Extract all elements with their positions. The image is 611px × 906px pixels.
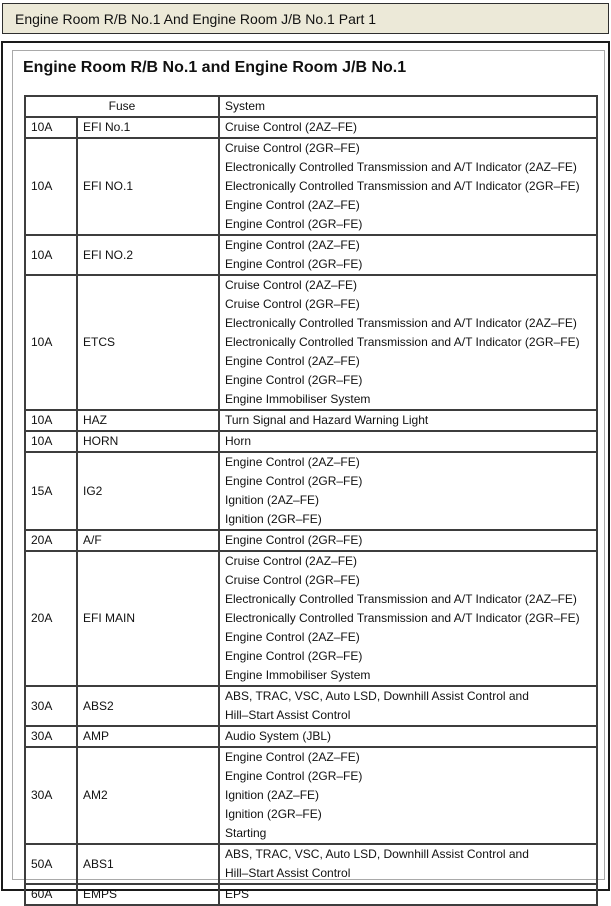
fuse-name: EFI No.1 (77, 117, 219, 138)
system-line: ABS, TRAC, VSC, Auto LSD, Downhill Assist Control and (225, 845, 596, 864)
fuse-amperage: 10A (25, 410, 77, 431)
fuse-name: EMPS (77, 884, 219, 905)
fuse-systems (219, 235, 597, 275)
fuse-amperage: 30A (25, 686, 77, 726)
system-line: Engine Control (2GR–FE) (225, 371, 596, 390)
system-line: Engine Immobiliser System (225, 666, 596, 685)
system-line: Electronically Controlled Transmission and A/T Indicator (2AZ–FE) (225, 158, 596, 177)
fuse-amperage: 10A (25, 275, 77, 410)
fuse-amperage: 10A (25, 117, 77, 138)
fuse-name: ABS1 (77, 844, 219, 884)
fuse-amperage: 30A (25, 747, 77, 844)
column-header-fuse: Fuse (25, 96, 219, 117)
fuse-amperage: 30A (25, 726, 77, 747)
table-row (25, 275, 597, 410)
table-row (25, 138, 597, 235)
system-line: Electronically Controlled Transmission and A/T Indicator (2GR–FE) (225, 177, 596, 196)
fuse-name: IG2 (77, 452, 219, 530)
table-row (25, 686, 597, 726)
system-line: ABS, TRAC, VSC, Auto LSD, Downhill Assist Control and (225, 687, 596, 706)
system-line: Ignition (2GR–FE) (225, 805, 596, 824)
system-line: Electronically Controlled Transmission and A/T Indicator (2GR–FE) (225, 333, 596, 352)
table-row (25, 726, 597, 747)
system-line: Cruise Control (2AZ–FE) (225, 276, 596, 295)
fuse-systems (219, 551, 597, 686)
fuse-amperage: 60A (25, 884, 77, 905)
system-line: Electronically Controlled Transmission and A/T Indicator (2GR–FE) (225, 609, 596, 628)
document-frame (12, 50, 605, 880)
table-row (25, 117, 597, 138)
system-line: Ignition (2AZ–FE) (225, 491, 596, 510)
table-row (25, 452, 597, 530)
system-line: Engine Control (2AZ–FE) (225, 236, 596, 255)
system-line: Cruise Control (2GR–FE) (225, 139, 596, 158)
fuse-name: AM2 (77, 747, 219, 844)
fuse-name: HORN (77, 431, 219, 452)
system-line: Cruise Control (2AZ–FE) (225, 552, 596, 571)
fuse-amperage: 10A (25, 431, 77, 452)
system-line: Engine Control (2AZ–FE) (225, 748, 596, 767)
system-line: Engine Control (2GR–FE) (225, 767, 596, 786)
content-panel (1, 41, 610, 891)
fuse-name: ABS2 (77, 686, 219, 726)
fuse-amperage: 20A (25, 551, 77, 686)
fuse-systems (219, 138, 597, 235)
fuse-amperage: 10A (25, 138, 77, 235)
table-row (25, 884, 597, 905)
fuse-systems (219, 530, 597, 551)
system-line: Engine Control (2AZ–FE) (225, 196, 596, 215)
fuse-systems (219, 844, 597, 884)
fuse-amperage: 50A (25, 844, 77, 884)
window-title-bar (2, 3, 609, 34)
fuse-amperage: 10A (25, 235, 77, 275)
fuse-name: AMP (77, 726, 219, 747)
table-row (25, 551, 597, 686)
fuse-amperage: 20A (25, 530, 77, 551)
fuse-systems (219, 726, 597, 747)
fuse-systems (219, 431, 597, 452)
fuse-name: HAZ (77, 410, 219, 431)
page-title: Engine Room R/B No.1 and Engine Room J/B No.1 (23, 58, 604, 78)
system-line: Engine Control (2GR–FE) (225, 647, 596, 666)
table-row (25, 431, 597, 452)
system-line: Audio System (JBL) (225, 727, 596, 746)
system-line: Electronically Controlled Transmission and A/T Indicator (2AZ–FE) (225, 314, 596, 333)
system-line: Engine Control (2GR–FE) (225, 215, 596, 234)
system-line: EPS (225, 885, 596, 904)
table-row (25, 530, 597, 551)
fuse-name: ETCS (77, 275, 219, 410)
system-line: Engine Control (2GR–FE) (225, 531, 596, 550)
fuse-systems (219, 884, 597, 905)
system-line: Electronically Controlled Transmission and A/T Indicator (2AZ–FE) (225, 590, 596, 609)
system-line: Engine Control (2GR–FE) (225, 472, 596, 491)
table-row (25, 235, 597, 275)
fuse-systems (219, 452, 597, 530)
system-line: Engine Control (2GR–FE) (225, 255, 596, 274)
system-line: Hill–Start Assist Control (225, 864, 596, 883)
system-line: Engine Control (2AZ–FE) (225, 453, 596, 472)
system-line: Hill–Start Assist Control (225, 706, 596, 725)
fuse-amperage: 15A (25, 452, 77, 530)
system-line: Engine Control (2AZ–FE) (225, 628, 596, 647)
fuse-name: EFI NO.2 (77, 235, 219, 275)
fuse-systems (219, 410, 597, 431)
fuse-name: EFI NO.1 (77, 138, 219, 235)
fuse-systems (219, 275, 597, 410)
fuse-name: EFI MAIN (77, 551, 219, 686)
table-header-row (25, 96, 597, 117)
system-line: Ignition (2GR–FE) (225, 510, 596, 529)
window-title: Engine Room R/B No.1 And Engine Room J/B No.1 Part 1 (15, 11, 376, 27)
table-row (25, 410, 597, 431)
system-line: Cruise Control (2GR–FE) (225, 571, 596, 590)
system-line: Horn (225, 432, 596, 451)
fuse-systems (219, 117, 597, 138)
column-header-system: System (219, 96, 597, 117)
system-line: Cruise Control (2AZ–FE) (225, 118, 596, 137)
fuse-name: A/F (77, 530, 219, 551)
system-line: Turn Signal and Hazard Warning Light (225, 411, 596, 430)
system-line: Cruise Control (2GR–FE) (225, 295, 596, 314)
fuse-systems (219, 747, 597, 844)
system-line: Engine Immobiliser System (225, 390, 596, 409)
fuse-systems (219, 686, 597, 726)
system-line: Starting (225, 824, 596, 843)
fuse-table (24, 95, 598, 906)
table-row (25, 844, 597, 884)
system-line: Ignition (2AZ–FE) (225, 786, 596, 805)
table-row (25, 747, 597, 844)
system-line: Engine Control (2AZ–FE) (225, 352, 596, 371)
